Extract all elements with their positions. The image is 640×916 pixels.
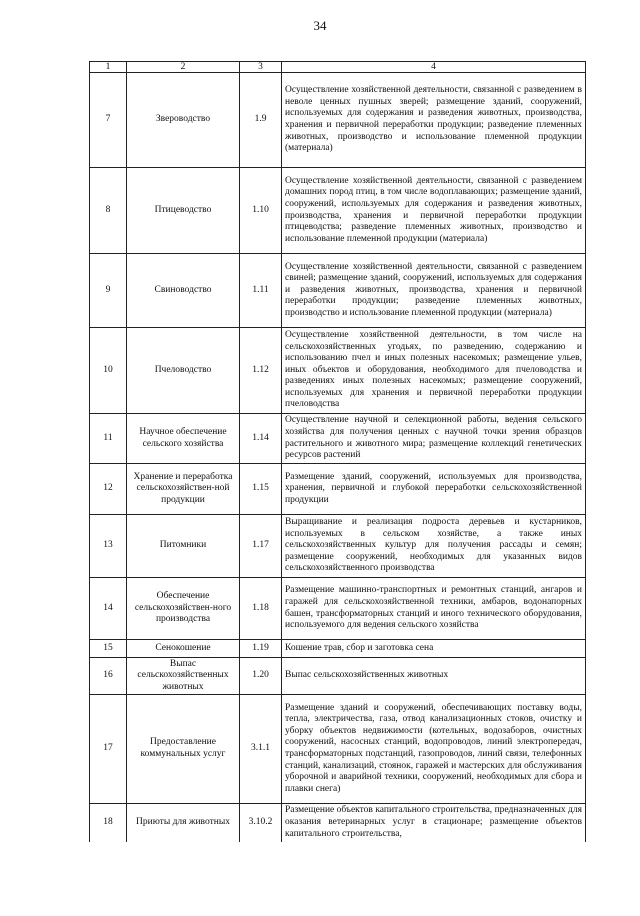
activity-name: Выпас сельскохозяйственных животных: [127, 658, 240, 695]
table-row: [90, 168, 586, 254]
activity-description: Размещение объектов капитального строительства, предназначенных для оказания ветеринарных услуг в стационаре; размещение объектов капитального строительства,: [282, 804, 586, 842]
row-number: 18: [90, 804, 127, 842]
table-row: [90, 804, 586, 842]
activity-name: Научное обеспечение сельского хозяйства: [127, 414, 240, 464]
activity-code: 1.10: [240, 168, 282, 254]
activity-description: Размещение зданий, сооружений, используемых для производства, хранения, первичной и глубокой переработки сельскохозяйственной продукции: [282, 464, 586, 515]
page-number: 34: [313, 18, 327, 33]
table-row: [90, 578, 586, 640]
activity-description: Осуществление хозяйственной деятельности, связанной с разведением свиней; размещение зданий, сооружений, используемых для содержания и разведения животных, производства, хранения и первичной переработки продукции; разведение племенных животных, производство и использование племенной продукции (материала): [282, 254, 586, 328]
activity-description: Осуществление хозяйственной деятельности, связанной с разведением домашних пород птиц, в том числе водоплавающих; размещение зданий, сооружений, используемых для содержания и разведения животных, производства, хранения и первичной переработки продукции птицеводства; разведение племенных животных, производство и использование племенной продукции (материала): [282, 168, 586, 254]
table-row: [90, 515, 586, 578]
activity-name: Пчеловодство: [127, 328, 240, 414]
activity-name: Хранение и переработка сельскохозяйствен-ной продукции: [127, 464, 240, 515]
table-row: [90, 464, 586, 515]
activity-name: Обеспечение сельскохозяйствен-ного производства: [127, 578, 240, 640]
activity-description: Осуществление научной и селекционной работы, ведения сельского хозяйства для получения ценных с научной точки зрения образцов растительного и животного мира; размещение коллекций генетических ресурсов растений: [282, 414, 586, 464]
row-number: 16: [90, 658, 127, 695]
table-row: [90, 414, 586, 464]
row-number: 10: [90, 328, 127, 414]
activity-code: 1.18: [240, 578, 282, 640]
activity-code: 1.20: [240, 658, 282, 695]
activity-code: 1.17: [240, 515, 282, 578]
row-number: 14: [90, 578, 127, 640]
row-number: 7: [90, 73, 127, 168]
activity-description: Размещение машинно-транспортных и ремонтных станций, ангаров и гаражей для сельскохозяйственной техники, амбаров, водонапорных башен, трансформаторных станций и иного технического оборудования, используемого для ведения сельского хозяйства: [282, 578, 586, 640]
row-number: 17: [90, 695, 127, 804]
activity-name: Предоставление коммунальных услуг: [127, 695, 240, 804]
activity-name: Свиноводство: [127, 254, 240, 328]
table-row: [90, 73, 586, 168]
header-row: [90, 62, 586, 73]
activity-description: Осуществление хозяйственной деятельности, связанной с разведением в неволе ценных пушных зверей; размещение зданий, сооружений, используемых для содержания и разведения животных, производства, хранения и первичной переработки продукции; разведение племенных животных, производство и использование племенной продукции (материала): [282, 73, 586, 168]
header-col-4: 4: [282, 62, 586, 73]
activity-name: Сенокошение: [127, 640, 240, 658]
activity-description: Выращивание и реализация подроста деревьев и кустарников, используемых в сельском хозяйстве, а также иных сельскохозяйственных культур для получения рассады и семян; размещение сооружений, необходимых для указанных видов сельскохозяйственного производства: [282, 515, 586, 578]
activity-code: 3.10.2: [240, 804, 282, 842]
activity-code: 1.9: [240, 73, 282, 168]
land-use-table: [89, 61, 586, 842]
activity-description: Выпас сельскохозяйственных животных: [282, 658, 586, 695]
activity-name: Питомники: [127, 515, 240, 578]
activity-code: 1.12: [240, 328, 282, 414]
activity-description: Осуществление хозяйственной деятельности, в том числе на сельскохозяйственных угодьях, по разведению, содержанию и использованию пчел и иных полезных насекомых; размещение ульев, иных объектов и оборудования, необходимого для пчеловодства и разведениях иных полезных насекомых; размещение сооружений, используемых для хранения и первичной переработки продукции пчеловодства: [282, 328, 586, 414]
activity-code: 1.14: [240, 414, 282, 464]
row-number: 13: [90, 515, 127, 578]
activity-description: Размещение зданий и сооружений, обеспечивающих поставку воды, тепла, электричества, газа, отвод канализационных стоков, очистку и уборку объектов недвижимости (котельных, водозаборов, очистных сооружений, насосных станций, водопроводов, линий электропередач, трансформаторных подстанций, газопроводов, линий связи, телефонных станций, канализаций, стоянок, гаражей и мастерских для обслуживания уборочной и аварийной техники, сооружений, необходимых для сбора и плавки снега): [282, 695, 586, 804]
table-row: [90, 640, 586, 658]
activity-description: Кошение трав, сбор и заготовка сена: [282, 640, 586, 658]
activity-code: 1.15: [240, 464, 282, 515]
header-col-1: 1: [90, 62, 127, 73]
activity-code: 3.1.1: [240, 695, 282, 804]
row-number: 8: [90, 168, 127, 254]
activity-code: 1.19: [240, 640, 282, 658]
row-number: 12: [90, 464, 127, 515]
header-col-3: 3: [240, 62, 282, 73]
table-row: [90, 328, 586, 414]
row-number: 15: [90, 640, 127, 658]
row-number: 9: [90, 254, 127, 328]
activity-name: Звероводство: [127, 73, 240, 168]
activity-code: 1.11: [240, 254, 282, 328]
row-number: 11: [90, 414, 127, 464]
table-row: [90, 658, 586, 695]
table-row: [90, 695, 586, 804]
header-col-2: 2: [127, 62, 240, 73]
table-row: [90, 254, 586, 328]
activity-name: Приюты для животных: [127, 804, 240, 842]
activity-name: Птицеводство: [127, 168, 240, 254]
